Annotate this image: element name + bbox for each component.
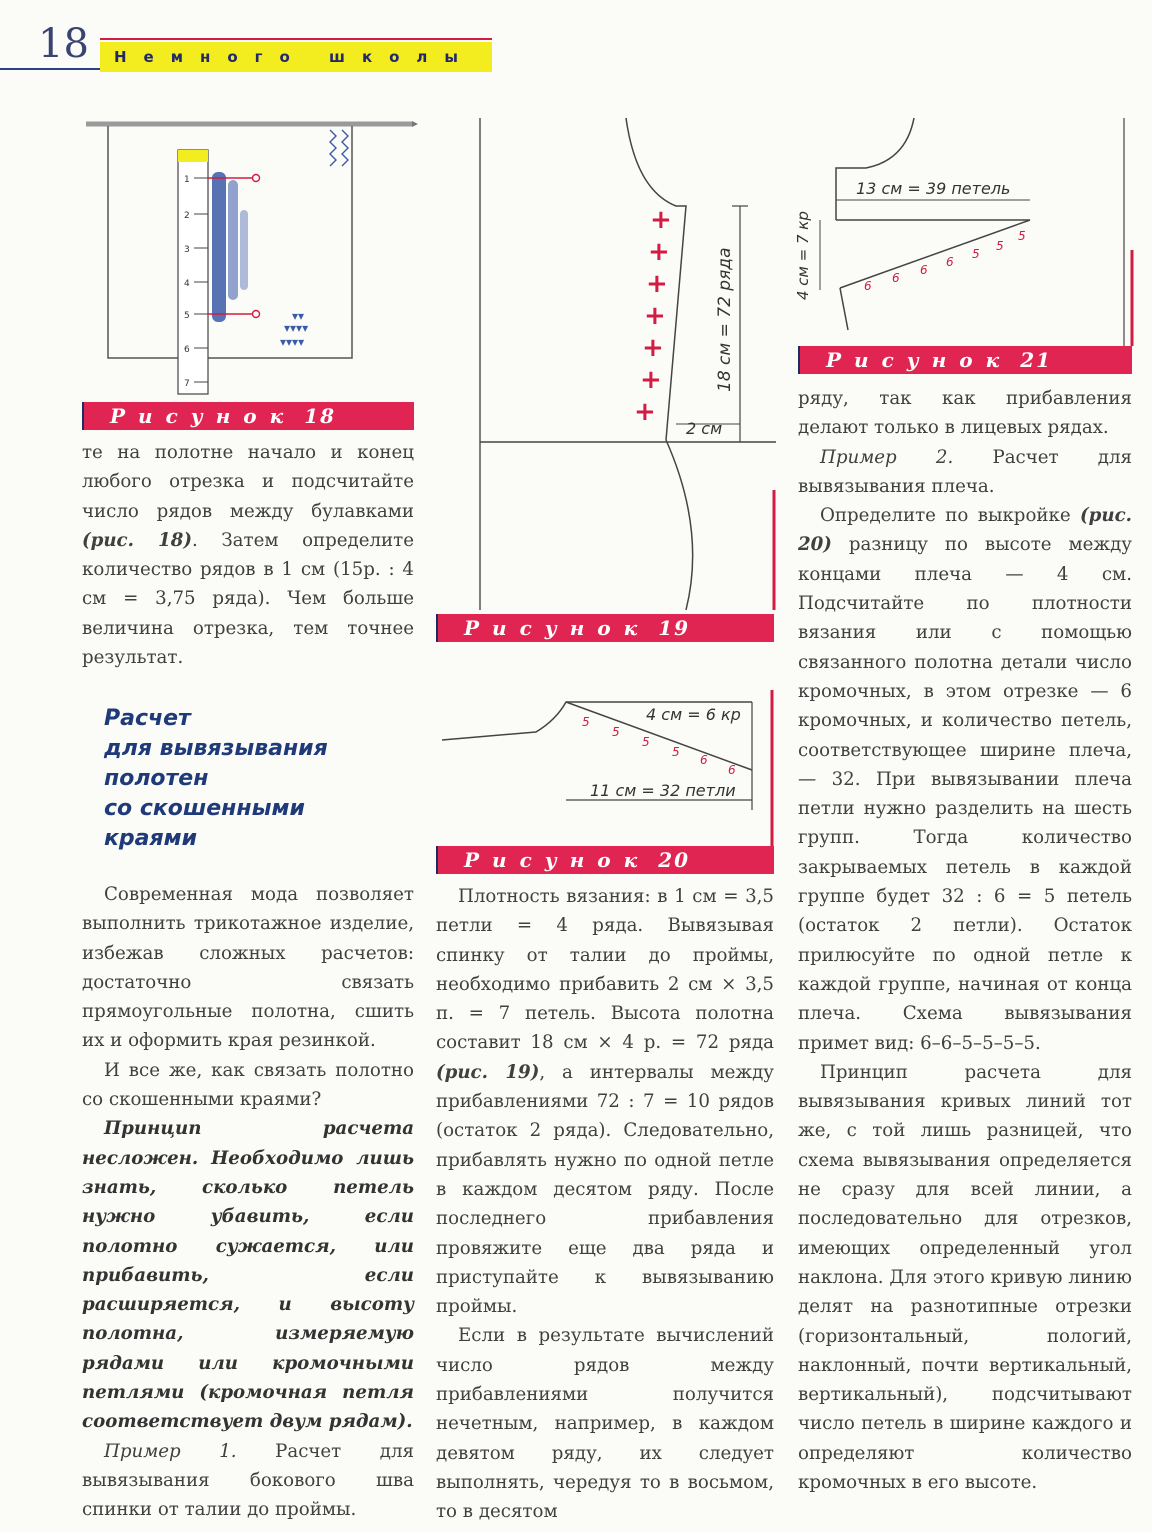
svg-text:+: + xyxy=(648,237,670,267)
figure-19-caption xyxy=(436,614,774,642)
group-mark: 5 xyxy=(672,745,680,759)
heading-line: краями xyxy=(104,826,198,851)
example-lead: Пример 1. xyxy=(104,1440,237,1462)
shoulder-width-label: 11 см = 32 петли xyxy=(590,781,736,800)
figure-20-diagram xyxy=(436,690,776,846)
figure-20-caption xyxy=(436,846,774,874)
heading-line: полотен xyxy=(104,766,209,791)
figure-reference: (рис. 20) xyxy=(798,505,1132,556)
body-text: , а интервалы между прибавлениями 72 : 7 = 10 рядов (остаток 2 ряда). Следовательно, прибавлять нужно по одной петле в каждом десятом ряду. После последнего прибавления провяжите еще два ряда и приступайте к вывязыванию проймы. xyxy=(436,1061,774,1318)
height-edge-label: 4 см = 7 кр xyxy=(794,211,812,300)
svg-text:▾▾▾▾: ▾▾▾▾ xyxy=(284,321,309,335)
heading-line: Расчет xyxy=(104,706,191,731)
group-mark: 5 xyxy=(582,715,590,729)
group-mark: 6 xyxy=(864,279,872,293)
width-stitches-label: 13 см = 39 петель xyxy=(856,179,1011,198)
figure-caption-number: 21 xyxy=(1020,348,1053,372)
paragraph: И все же, как связать полотно со скошенными краями? xyxy=(82,1059,414,1111)
figure-caption-word: Рисунок xyxy=(464,616,651,640)
group-mark: 5 xyxy=(972,247,980,261)
figure-caption-word: Рисунок xyxy=(464,848,651,872)
figure-21-diagram xyxy=(796,110,1136,346)
paragraph: Принцип расчета для вывязывания кривых линий тот же, с той лишь разницей, что схема вывязывания определяется не сразу для всей линии, а последовательно для отрезков, имеющих определенный угол наклона. Для этого кривую линию делят на разнотипные отрезки (горизонтальный, пологий, наклонный, почти вертикальный, вертикальный), подсчитывают число петель в ширине каждого и определяют количество кромочных в его высоте. xyxy=(798,1061,1132,1493)
paragraph-emphasis: Принцип расчета несложен. Необходимо лишь знать, сколько петель нужно убавить, если полотно сужается, или прибавить, если расширяется, и высоту полотна, измеряемую рядами или кромочными петлями (кромочная петля соответствует двум рядам). xyxy=(82,1118,414,1433)
group-mark: 5 xyxy=(996,239,1004,253)
group-mark: 6 xyxy=(946,255,954,269)
column-3-body xyxy=(798,384,1132,1497)
header-rule-top xyxy=(100,38,492,40)
svg-text:▾▾▾▾: ▾▾▾▾ xyxy=(280,335,305,349)
svg-text:+: + xyxy=(634,397,656,427)
figure-18-diagram xyxy=(84,110,418,400)
row-height-label: 18 см = 72 ряда xyxy=(715,247,735,392)
section-banner xyxy=(100,42,492,72)
body-text: те на полотне начало и конец любого отрезка и подсчитайте число рядов между булавками xyxy=(82,442,414,522)
column-1-body xyxy=(82,880,414,1525)
section-heading xyxy=(104,704,404,854)
shoulder-height-label: 4 см = 6 кр xyxy=(646,705,741,724)
ruler-mark: 1 xyxy=(184,175,190,185)
group-mark: 6 xyxy=(920,263,928,277)
increase-marks xyxy=(634,205,672,427)
example-lead: Пример 2. xyxy=(820,446,954,468)
column-1-intro xyxy=(82,438,414,672)
body-text: Расчет для вывязывания плеча. xyxy=(798,446,1133,497)
svg-text:+: + xyxy=(650,205,672,235)
body-text: Определите по выкройке xyxy=(820,505,1071,527)
figure-caption-number: 20 xyxy=(658,848,691,872)
heading-line: для вывязывания xyxy=(104,736,328,761)
ruler-mark: 5 xyxy=(184,311,190,321)
figure-caption-number: 19 xyxy=(658,616,691,640)
svg-text:▾▾: ▾▾ xyxy=(292,309,305,323)
paragraph: Современная мода позволяет выполнить трикотажное изделие, избежав сложных расчетов: достаточно связать прямоугольные полотна, сшить их и оформить края резинкой. xyxy=(82,884,414,1052)
paragraph: Если в результате вычислений число рядов между прибавлениями получится нечетным, например, в каждом девятом ряду, их следует выполнять, чередуя то в восьмом, то в десятом xyxy=(436,1325,774,1523)
svg-text:+: + xyxy=(640,365,662,395)
ruler-mark: 6 xyxy=(184,345,190,355)
figure-caption-number: 18 xyxy=(304,404,337,428)
figure-19-diagram xyxy=(436,110,776,616)
figure-caption-word: Рисунок xyxy=(110,404,297,428)
figure-reference: (рис. 18) xyxy=(82,529,192,551)
column-2-body xyxy=(436,882,774,1527)
header-rule-left xyxy=(0,68,100,70)
group-mark: 5 xyxy=(642,735,650,749)
stitch-column xyxy=(212,172,248,322)
body-text: Плотность вязания: в 1 см = 3,5 петли = 4 ряда. Вывязывая спинку от талии до проймы, необходимо прибавить 2 см × 3,5 п. = 7 петель. Высота полотна составит 18 см × 4 р. = 72 ряда xyxy=(436,886,774,1054)
ruler-mark: 7 xyxy=(184,379,190,389)
ruler-mark: 4 xyxy=(184,279,190,289)
svg-text:+: + xyxy=(642,333,664,363)
figure-caption-word: Рисунок xyxy=(826,348,1013,372)
group-mark: 6 xyxy=(892,271,900,285)
svg-text:+: + xyxy=(646,269,668,299)
figure-18-caption xyxy=(82,402,414,430)
body-text: . Затем определите количество рядов в 1 см (15р. : 4 см = 3,75 ряда). Чем больше величина отрезка, тем точнее результат. xyxy=(82,529,415,669)
svg-text:+: + xyxy=(644,301,666,331)
body-text: Расчет для вывязывания бокового шва спинки от талии до проймы. xyxy=(82,1440,414,1521)
group-mark: 6 xyxy=(700,753,708,767)
group-mark: 5 xyxy=(612,725,620,739)
ruler-mark: 3 xyxy=(184,245,190,255)
heading-line: со скошенными xyxy=(104,796,305,821)
paragraph: ряду, так как прибавления делают только в лицевых рядах. xyxy=(798,388,1132,439)
group-mark: 5 xyxy=(1018,229,1026,243)
group-mark: 6 xyxy=(728,763,736,777)
figure-21-caption xyxy=(798,346,1132,374)
section-title: Немного школы xyxy=(114,48,475,66)
figure-reference: (рис. 19) xyxy=(436,1061,540,1083)
width-increase-label: 2 см xyxy=(686,419,723,438)
page-number: 18 xyxy=(38,21,89,67)
body-text: разницу по высоте между концами плеча — 4 см. Подсчитайте по плотности вязания или с помощью связанного полотна детали число кромочных, в этом отрезке — 6 кромочных, и количество петель, соответствующее ширине плеча, — 32. При вывязывании плеча петли нужно разделить на шесть групп. Тогда количество закрываемых петель в каждой группе будет 32 : 6 = 5 петель (остаток 2 петли). Остаток прилюсуйте по одной петле к каждой группе, начиная от конца плеча. Схема вывязывания примет вид: 6–6–5–5–5–5. xyxy=(798,534,1132,1054)
ruler-mark: 2 xyxy=(184,211,190,221)
